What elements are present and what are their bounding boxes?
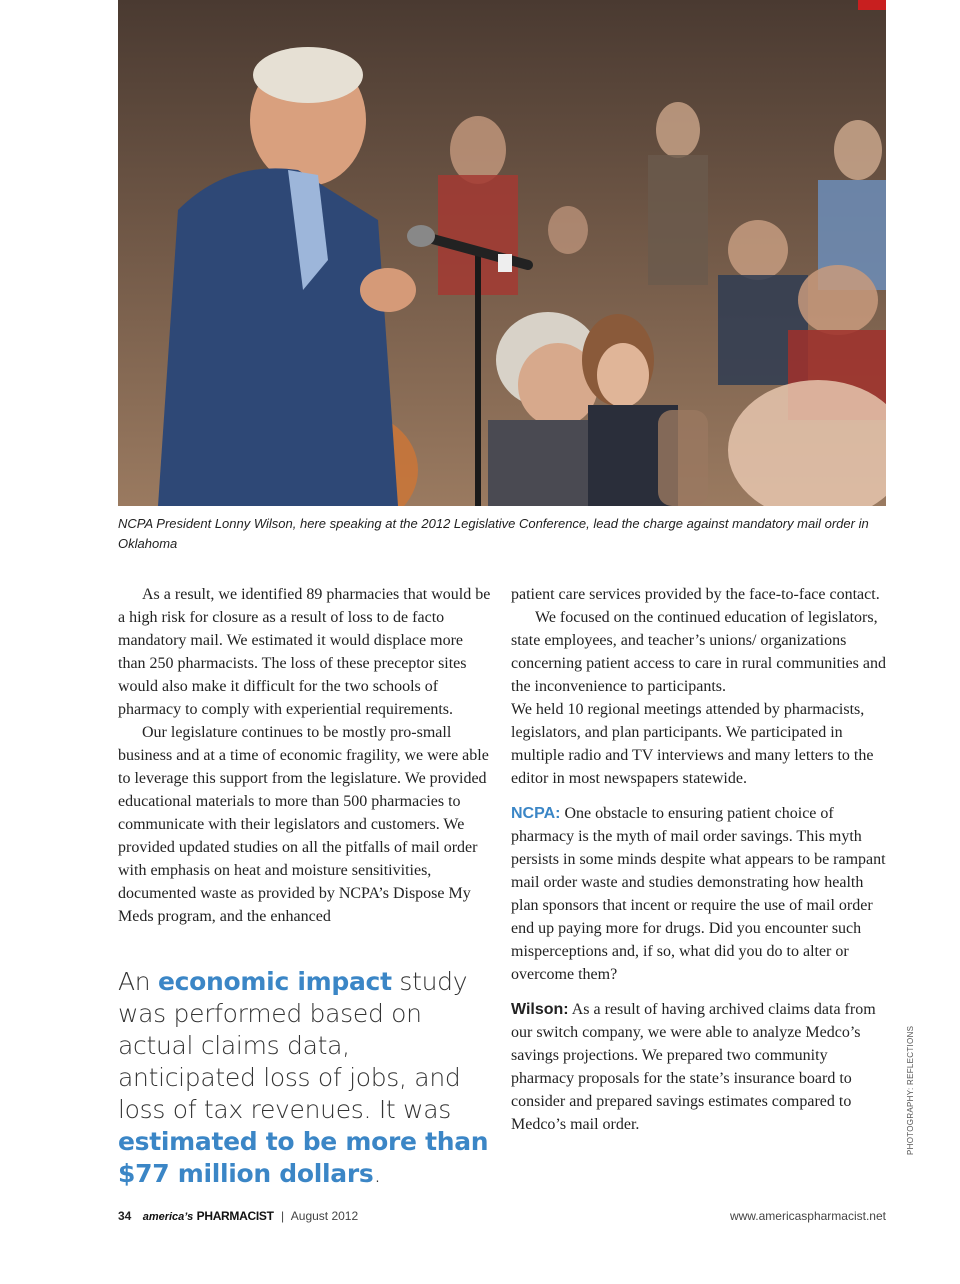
pull-quote-text: An <box>118 967 158 996</box>
paragraph: patient care services provided by the face-to-face contact. <box>511 586 880 603</box>
footer-separator: | <box>280 1209 285 1223</box>
paragraph: We held 10 regional meetings attended by pharmacists, legislators, and plan participants. We participated in multiple radio and TV interviews and many letters to the editor in most newspapers statewide. <box>511 701 874 787</box>
paragraph: As a result, we identified 89 pharmacies that would be a high risk for closure as a result of loss to de facto mandatory mail. We estimated it would displace more than 250 pharmacists. The loss of these preceptor sites would also make it difficult for the two schools of pharmacy to comply with experiential requirements. <box>118 586 491 718</box>
ncpa-question-text: One obstacle to ensuring patient choice of pharmacy is the myth of mail order savings. This myth persists in some minds despite what appears to be rampant mail order waste and studies demonstrating how health plan sponsors that incent or require the use of mail order end up paying more for drugs. Did you encounter such misperceptions and, if so, what did you do to alter or overcome them? <box>511 805 886 983</box>
conference-photo <box>118 0 886 506</box>
magazine-brand-bold: PHARMACIST <box>196 1209 274 1223</box>
wilson-label: Wilson: <box>511 1001 569 1018</box>
right-column <box>511 583 886 1136</box>
ncpa-label: NCPA: <box>511 805 561 822</box>
paragraph: Our legislature continues to be mostly pro-small business and at a time of economic fragility, we were able to leverage this support from the legislature. We provided educational materials to more than 500 pharmacies to communicate with their legislators and customers. We provided updated studies on all the pitfalls of mail order with emphasis on heat and moisture sensitivities, documented waste as provided by NCPA’s Dispose My Meds program, and the enhanced <box>118 724 489 925</box>
pull-quote-highlight: economic impact <box>158 967 392 996</box>
page-footer <box>118 1209 886 1229</box>
photo-caption: NCPA President Lonny Wilson, here speaking at the 2012 Legislative Conference, lead the charge against mandatory mail order in Oklahoma <box>118 516 869 551</box>
website-url: www.americaspharmacist.net <box>729 1209 886 1223</box>
left-column <box>118 583 493 928</box>
wilson-answer-text: As a result of having archived claims data from our switch company, we were able to analyze Medco’s savings projections. We prepared two community pharmacy proposals for the state’s insurance board to consider and prepared savings estimates compared to Medco’s mail order. <box>511 1001 876 1133</box>
wilson-answer <box>511 998 886 1136</box>
pull-quote-highlight: estimated to be more than $77 million dollars <box>118 1127 489 1188</box>
issue-date: August 2012 <box>290 1209 359 1223</box>
photo-illustration <box>118 0 886 506</box>
pull-quote-text: . <box>373 1159 382 1188</box>
photo-credit: PHOTOGRAPHY: REFLECTIONS <box>906 1025 915 1155</box>
paragraph: We focused on the continued education of legislators, state employees, and teacher’s unions/ organizations concerning patient access to care in rural communities and the inconvenience to participants. <box>511 609 886 695</box>
pull-quote <box>118 966 493 1190</box>
page-number: 34 <box>118 1209 132 1223</box>
pull-quote-text: study was performed based on actual claims data, anticipated loss of jobs, and loss of tax revenues. It was <box>118 967 468 1124</box>
magazine-brand-italic: america’s <box>142 1211 194 1223</box>
ncpa-question <box>511 802 886 986</box>
